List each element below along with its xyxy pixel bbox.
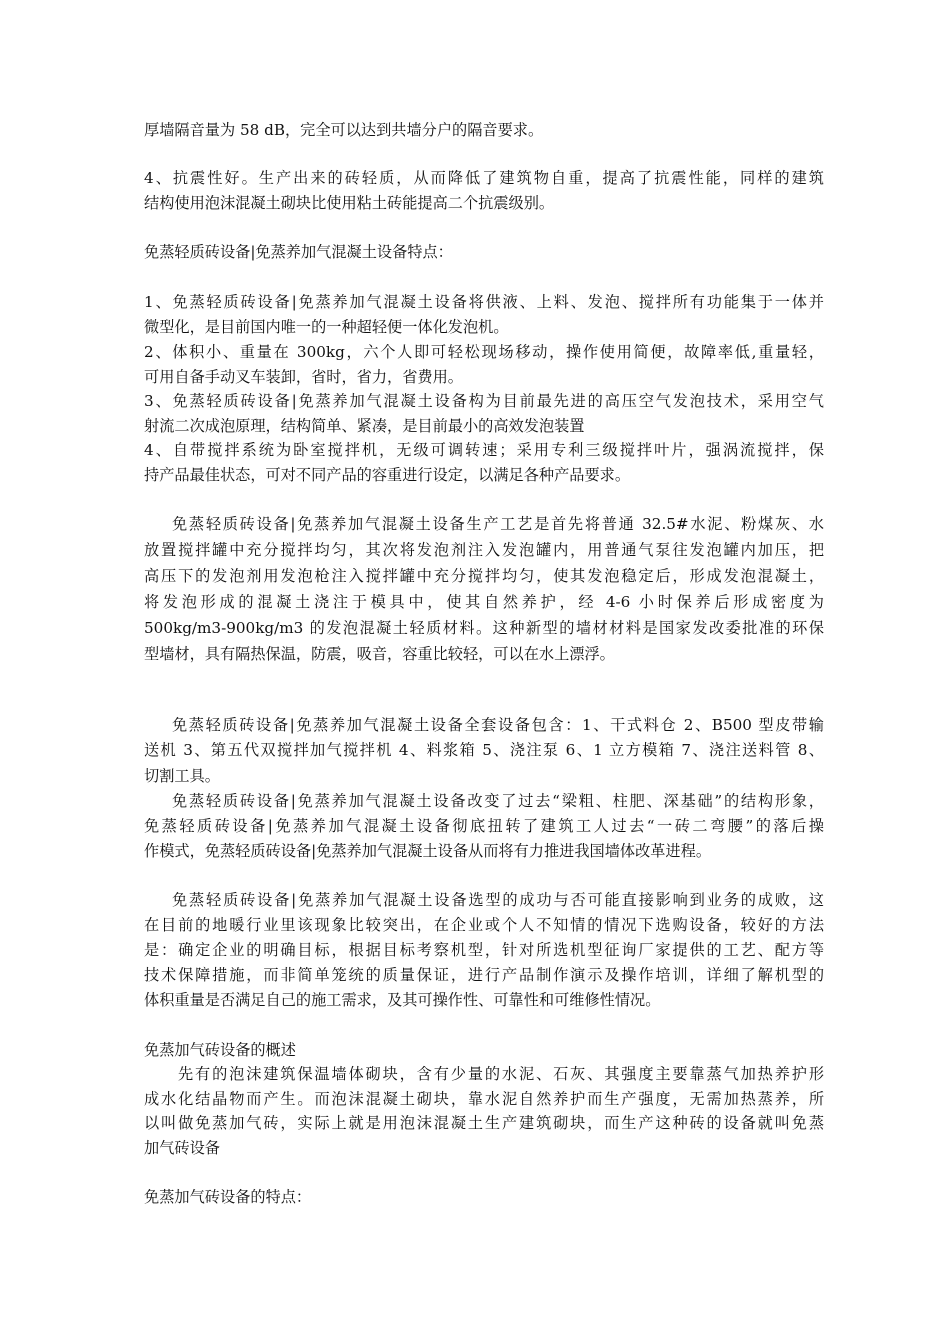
text-line: 切割工具。 [144,767,220,785]
text-line: 送机 3、第五代双搅拌加气搅拌机 4、料浆箱 5、浇注泵 6、1 立方模箱 7、浇注送料管 8、 [144,741,824,759]
text-line: 以叫做免蒸加气砖，实际上就是用泡沫混凝土生产建筑砌块，而生产这种砖的设备就叫免蒸 [144,1114,824,1132]
text-line: 体积重量是否满足自己的施工需求，及其可操作性、可靠性和可维修性情况。 [144,991,661,1009]
text-line: 厚墙隔音量为 58 dB，完全可以达到共墙分户的隔音要求。 [144,121,544,139]
text-line: 型墙材，具有隔热保温，防震，吸音，容重比较轻，可以在水上漂浮。 [144,645,615,663]
section-heading: 免蒸加气砖设备的特点： [144,1188,312,1206]
text-line: 技术保障措施，而非简单笼统的质量保证，进行产品制作演示及操作培训，详细了解机型的 [144,966,824,984]
text-line: 在目前的地暖行业里该现象比较突出，在企业或个人不知情的情况下选购设备，较好的方法 [144,916,824,934]
text-line: 免蒸轻质砖设备|免蒸养加气混凝土设备全套设备包含：1、干式料仓 2、B500 型皮带输 [172,716,824,734]
section-heading: 免蒸加气砖设备的概述 [144,1041,296,1059]
text-line: 2、体积小、重量在 300kg，六个人即可轻松现场移动，操作使用简便，故障率低,重量轻， [144,343,824,361]
text-line: 将发泡形成的混凝土浇注于模具中，使其自然养护，经 4-6 小时保养后形成密度为 [144,593,824,611]
text-line: 结构使用泡沫混凝土砌块比使用粘土砖能提高二个抗震级别。 [144,194,555,212]
text-line: 3、免蒸轻质砖设备|免蒸养加气混凝土设备构为目前最先进的高压空气发泡技术，采用空气 [144,392,824,410]
text-line: 加气砖设备 [144,1139,220,1157]
text-line: 4、抗震性好。生产出来的砖轻质，从而降低了建筑物自重，提高了抗震性能，同样的建筑 [144,169,824,187]
text-line: 放置搅拌罐中充分搅拌均匀，其次将发泡剂注入发泡罐内，用普通气泵往发泡罐内加压，把 [144,541,824,559]
text-line: 免蒸轻质砖设备|免蒸养加气混凝土设备改变了过去“梁粗、柱肥、深基础”的结构形象， [172,792,824,810]
text-line: 免蒸轻质砖设备|免蒸养加气混凝土设备选型的成功与否可能直接影响到业务的成败，这 [172,891,824,909]
text-line: 1、免蒸轻质砖设备|免蒸养加气混凝土设备将供液、上料、发泡、搅拌所有功能集于一体并 [144,293,824,311]
text-line: 免蒸轻质砖设备|免蒸养加气混凝土设备生产工艺是首先将普通 32.5#水泥、粉煤灰、水 [172,515,824,533]
text-line: 可用自备手动叉车装卸，省时，省力，省费用。 [144,368,463,386]
text-line: 500kg/m3-900kg/m3 的发泡混凝土轻质材料。这种新型的墙材材料是国家发改委批准的环保 [144,619,824,637]
text-line: 持产品最佳状态，可对不同产品的容重进行设定，以满足各种产品要求。 [144,466,630,484]
text-line: 成水化结晶物而产生。而泡沫混凝土砌块，靠水泥自然养护而生产强度，无需加热蒸养，所 [144,1090,824,1108]
section-heading: 免蒸轻质砖设备|免蒸养加气混凝土设备特点： [144,243,453,261]
text-line: 免蒸轻质砖设备|免蒸养加气混凝土设备彻底扭转了建筑工人过去“一砖二弯腰”的落后操 [144,817,824,835]
text-line: 先有的泡沫建筑保温墙体砌块，含有少量的水泥、石灰、其强度主要靠蒸气加热养护形 [178,1065,824,1083]
text-line: 射流二次成泡原理，结构简单、紧凑，是目前最小的高效发泡装置 [144,417,585,435]
text-line: 作模式，免蒸轻质砖设备|免蒸养加气混凝土设备从而将有力推进我国墙体改革进程。 [144,842,712,860]
text-line: 高压下的发泡剂用发泡枪注入搅拌罐中充分搅拌均匀，使其发泡稳定后，形成发泡混凝土， [144,567,824,585]
text-line: 微型化，是目前国内唯一的一种超轻便一体化发泡机。 [144,318,509,336]
text-line: 是：确定企业的明确目标，根据目标考察机型，针对所选机型征询厂家提供的工艺、配方等 [144,941,824,959]
text-line: 4、自带搅拌系统为卧室搅拌机，无级可调转速；采用专利三级搅拌叶片，强涡流搅拌，保 [144,441,824,459]
